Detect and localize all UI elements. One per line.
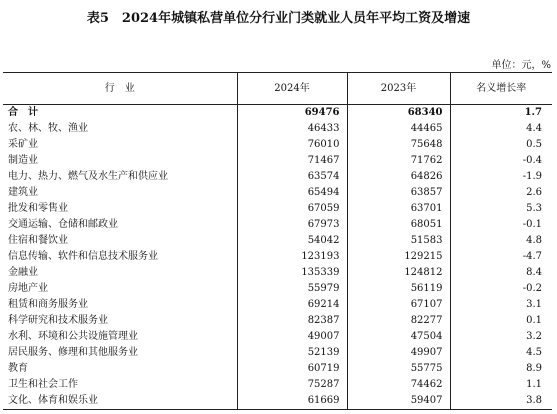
wage-2024: 46433 bbox=[237, 121, 347, 137]
table-row bbox=[3, 329, 552, 345]
wage-2024: 69214 bbox=[237, 297, 347, 313]
growth-rate: 4.4 bbox=[450, 121, 552, 137]
industry-name: 教育 bbox=[8, 363, 28, 374]
growth-rate: 4.8 bbox=[450, 233, 552, 249]
wage-2023: 63857 bbox=[347, 185, 450, 201]
growth-rate: 3.2 bbox=[450, 329, 552, 345]
wage-2024: 65494 bbox=[237, 185, 347, 201]
industry-name: 水利、环境和公共设施管理业 bbox=[8, 331, 138, 342]
wage-2024: 76010 bbox=[237, 137, 347, 153]
wage-2024: 67973 bbox=[237, 217, 347, 233]
unit-note: 单位：元，% bbox=[491, 60, 551, 71]
wage-2023: 74462 bbox=[347, 377, 450, 393]
industry-name: 农、林、牧、渔业 bbox=[8, 123, 88, 134]
header-row bbox=[3, 73, 552, 105]
wage-2024: 71467 bbox=[237, 153, 347, 169]
wage-2024: 61669 bbox=[237, 393, 347, 410]
header-2024: 2024年 bbox=[237, 73, 347, 105]
wage-2024: 55979 bbox=[237, 281, 347, 297]
wage-table bbox=[3, 72, 552, 410]
industry-name: 制造业 bbox=[8, 155, 38, 166]
growth-rate: -0.1 bbox=[450, 217, 552, 233]
table-row bbox=[3, 313, 552, 329]
growth-rate: -0.2 bbox=[450, 281, 552, 297]
wage-2023: 68051 bbox=[347, 217, 450, 233]
growth-rate: -0.4 bbox=[450, 153, 552, 169]
table-row bbox=[3, 361, 552, 377]
table-row bbox=[3, 153, 552, 169]
total-row bbox=[3, 105, 552, 122]
table-row bbox=[3, 377, 552, 393]
wage-2024: 69476 bbox=[237, 105, 347, 122]
wage-2023: 64826 bbox=[347, 169, 450, 185]
industry-name: 合 计 bbox=[8, 107, 38, 118]
wage-2024: 75287 bbox=[237, 377, 347, 393]
growth-rate: -1.9 bbox=[450, 169, 552, 185]
industry-name: 采矿业 bbox=[8, 139, 38, 150]
table-row bbox=[3, 169, 552, 185]
wage-2023: 49907 bbox=[347, 345, 450, 361]
industry-name: 金融业 bbox=[8, 267, 38, 278]
wage-2024: 123193 bbox=[237, 249, 347, 265]
wage-2023: 82277 bbox=[347, 313, 450, 329]
industry-name: 卫生和社会工作 bbox=[8, 379, 78, 390]
wage-2023: 63701 bbox=[347, 201, 450, 217]
table-row bbox=[3, 393, 552, 410]
growth-rate: -4.7 bbox=[450, 249, 552, 265]
wage-2023: 51583 bbox=[347, 233, 450, 249]
industry-name: 居民服务、修理和其他服务业 bbox=[8, 347, 138, 358]
growth-rate: 0.1 bbox=[450, 313, 552, 329]
wage-2023: 44465 bbox=[347, 121, 450, 137]
growth-rate: 3.8 bbox=[450, 393, 552, 410]
growth-rate: 1.1 bbox=[450, 377, 552, 393]
growth-rate: 8.4 bbox=[450, 265, 552, 281]
wage-2023: 55775 bbox=[347, 361, 450, 377]
table-title: 表5 2024年城镇私营单位分行业门类就业人员年平均工资及增速 bbox=[86, 11, 471, 26]
table-body bbox=[3, 105, 552, 410]
header-industry: 行 业 bbox=[3, 73, 237, 105]
wage-2023: 56119 bbox=[347, 281, 450, 297]
table-row bbox=[3, 281, 552, 297]
growth-rate: 0.5 bbox=[450, 137, 552, 153]
wage-2024: 67059 bbox=[237, 201, 347, 217]
table-row bbox=[3, 121, 552, 137]
table-row bbox=[3, 137, 552, 153]
wage-2023: 68340 bbox=[347, 105, 450, 122]
wage-2023: 71762 bbox=[347, 153, 450, 169]
wage-2024: 60719 bbox=[237, 361, 347, 377]
table-row bbox=[3, 233, 552, 249]
industry-name: 科学研究和技术服务业 bbox=[8, 315, 108, 326]
wage-2023: 67107 bbox=[347, 297, 450, 313]
header-growth-rate: 名义增长率 bbox=[450, 73, 552, 105]
growth-rate: 2.6 bbox=[450, 185, 552, 201]
table-row bbox=[3, 201, 552, 217]
industry-name: 租赁和商务服务业 bbox=[8, 299, 88, 310]
industry-name: 信息传输、软件和信息技术服务业 bbox=[8, 251, 158, 262]
table-row bbox=[3, 297, 552, 313]
wage-2024: 49007 bbox=[237, 329, 347, 345]
growth-rate: 1.7 bbox=[450, 105, 552, 122]
table-row bbox=[3, 185, 552, 201]
table-row bbox=[3, 265, 552, 281]
growth-rate: 4.5 bbox=[450, 345, 552, 361]
industry-name: 住宿和餐饮业 bbox=[8, 235, 68, 246]
wage-2024: 54042 bbox=[237, 233, 347, 249]
table-row bbox=[3, 249, 552, 265]
table-row bbox=[3, 345, 552, 361]
wage-2023: 75648 bbox=[347, 137, 450, 153]
growth-rate: 8.9 bbox=[450, 361, 552, 377]
growth-rate: 3.1 bbox=[450, 297, 552, 313]
header-2023: 2023年 bbox=[347, 73, 450, 105]
industry-name: 文化、体育和娱乐业 bbox=[3, 393, 237, 410]
wage-2024: 63574 bbox=[237, 169, 347, 185]
industry-name: 电力、热力、燃气及水生产和供应业 bbox=[8, 171, 168, 182]
wage-2024: 82387 bbox=[237, 313, 347, 329]
wage-2023: 129215 bbox=[347, 249, 450, 265]
industry-name: 批发和零售业 bbox=[8, 203, 68, 214]
wage-2024: 52139 bbox=[237, 345, 347, 361]
industry-name: 房地产业 bbox=[8, 283, 48, 294]
wage-2024: 135339 bbox=[237, 265, 347, 281]
wage-2023: 47504 bbox=[347, 329, 450, 345]
industry-name: 交通运输、仓储和邮政业 bbox=[8, 219, 118, 230]
wage-2023: 124812 bbox=[347, 265, 450, 281]
wage-2023: 59407 bbox=[347, 393, 450, 410]
growth-rate: 5.3 bbox=[450, 201, 552, 217]
industry-name: 建筑业 bbox=[8, 187, 38, 198]
table-row bbox=[3, 217, 552, 233]
